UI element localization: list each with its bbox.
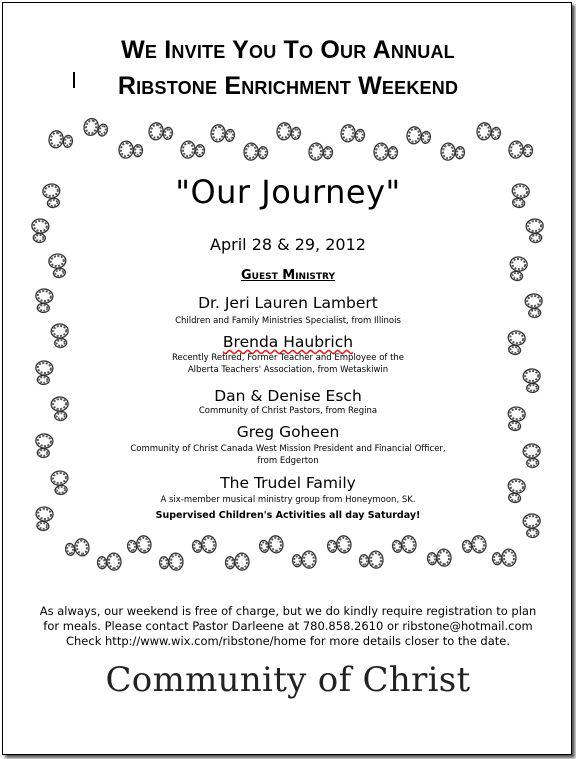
footprint-icon: [508, 141, 533, 160]
footer-line: for meals. Please contact Pastor Darleene at 780.858.2610 or ribstone@hotmail.com: [43, 619, 533, 633]
guest-name: Brenda Haubrich: [222, 333, 354, 351]
guest-description: A six-member musical ministry group from Honeymoon, SK.: [160, 495, 416, 505]
guest-description: Recently Retired, Former Teacher and Employee of the Alberta Teachers' Association, from Wetaskiwin: [171, 353, 405, 375]
community-of-christ-logo: Community of Christ: [105, 660, 471, 700]
footprint-icon: [427, 549, 452, 568]
guest-name: Dr. Jeri Lauren Lambert: [198, 294, 378, 312]
footprint-icon: [492, 549, 517, 568]
footprint-icon: [326, 535, 352, 556]
footprint-icon: [48, 130, 74, 151]
footprint-icon: [391, 535, 417, 556]
footprint-icon: [258, 535, 284, 556]
footprint-icon: [97, 553, 122, 572]
footprint-icon: [359, 551, 384, 570]
footprint-icon: [461, 535, 487, 556]
guest-description: Children and Family Ministries Specialist, from Illinois: [175, 316, 401, 326]
footprint-icon: [308, 143, 333, 162]
footer-line: As always, our weekend is free of charge, but we do kindly require registration to plan: [39, 604, 537, 618]
childrens-activities-note: Supervised Children's Activities all day Saturday!: [155, 510, 421, 521]
footprint-icon: [406, 126, 432, 147]
header-line-2: Ribstone Enrichment Weekend: [117, 72, 459, 100]
header-line-1: We Invite You To Our Annual: [121, 36, 455, 64]
footprint-icon: [82, 117, 109, 140]
guest-name: Greg Goheen: [236, 423, 340, 441]
footprint-icon: [243, 143, 268, 162]
footprint-icon: [440, 143, 465, 162]
guest-description: Community of Christ Pastors, from Regina: [198, 406, 378, 416]
footprint-icon: [276, 122, 302, 143]
event-theme: "Our Journey": [175, 173, 401, 211]
registration-info: [0, 604, 576, 649]
footprint-icon: [340, 124, 366, 145]
footprint-icon: [64, 538, 90, 559]
guest-name: The Trudel Family: [220, 474, 356, 492]
footer-line: Check http://www.wix.com/ribstone/home for more details closer to the date.: [65, 634, 511, 648]
footprint-icon: [476, 122, 502, 143]
event-date: April 28 & 29, 2012: [210, 235, 366, 254]
guest-ministry-heading: Guest Ministry: [240, 268, 335, 283]
guest-name: Dan & Denise Esch: [214, 387, 362, 405]
footprint-icon: [191, 535, 217, 556]
footprint-icon: [126, 535, 152, 556]
footprint-icon: [225, 553, 250, 572]
footprint-icon: [210, 124, 236, 145]
footprint-icon: [159, 553, 184, 572]
guest-description: Community of Christ Canada West Mission President and Financial Officer, from Edgerton: [130, 444, 446, 466]
footprint-icon: [148, 122, 174, 143]
footprint-icon: [118, 141, 143, 160]
footprint-icon: [373, 143, 398, 162]
footprint-icon: [180, 141, 205, 160]
footprint-icon: [292, 551, 317, 570]
